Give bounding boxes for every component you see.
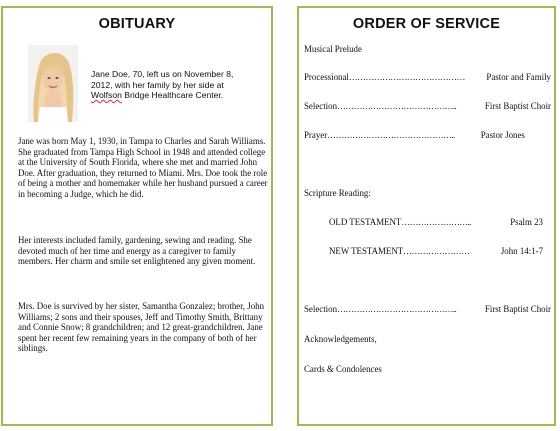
new-testament-row [329,246,543,256]
old-testament-row [329,217,543,227]
service-heading: ORDER OF SERVICE [352,16,501,32]
prayer-label: Prayer [304,130,328,140]
selection-1-value: First Baptist Choir [484,101,551,111]
processional-label: Processional [304,72,349,82]
intro-line-3-rest: Bridge Healthcare Center. [121,90,224,101]
obituary-intro [91,69,266,101]
obituary-heading: OBITUARY [98,16,176,32]
old-testament-value: Psalm 23 [510,217,543,227]
obituary-paragraph-1: Jane was born May 1, 1930, in Tampa to Charles and Sarah Williams. She graduated from Tampa High School in 1948 and attended college at the University of South Florida, where she met and married John Doe. After graduation, they returned to Miami. Mrs. Doe took the role of being a mother and homemaker while her husband pursued a career in becoming a Judge, which he did. [18,136,268,199]
old-testament-leader: …………………….. [401,217,471,227]
selection-2-value: First Baptist Choir [484,304,551,314]
obituary-paragraph-2: Her interests included family, gardening, sewing and reading. She devoted much of her time and energy as a caregiver to family members. Her charm and smile set enlightened any given moment. [18,235,256,267]
spellcheck-flagged-word: Wolfson [91,90,122,101]
old-testament-label: OLD TESTAMENT [329,217,402,227]
portrait-photo [28,45,78,122]
obituary-paragraph-3: Mrs. Doe is survived by her sister, Samantha Gonzalez; brother, John Williams; 2 sons and their spouses, Jeff and Timothy Smith, Brittany and Connie Snow; 8 grandchildren; and 12 great-grandchildren. Jane spent her recent few remaining years in the company of both of her siblings. [18,301,265,354]
selection-row-2 [304,304,551,314]
new-testament-label: NEW TESTAMENT [329,246,404,256]
processional-row [304,72,551,82]
intro-line-3 [91,90,266,101]
selection-1-leader: …………………………………….. [337,101,457,111]
obituary-panel [1,6,273,426]
scripture-reading-label: Scripture Reading: [304,188,371,198]
selection-1-label: Selection [304,101,338,111]
prayer-value: Pastor Jones [480,130,525,140]
selection-2-label: Selection [304,304,338,314]
processional-leader: …………………………………… [348,72,465,82]
cards-and-condolences: Cards & Condolences [304,364,382,374]
intro-line-1: Jane Doe, 70, left us on November 8, [91,69,234,79]
new-testament-value: John 14:1-7 [500,246,543,256]
processional-value: Pastor and Family [486,72,551,82]
new-testament-leader: …………………… [403,246,470,256]
prayer-leader: ……………………………………….. [327,130,455,140]
intro-line-2: 2012, with her family by her side at [91,79,224,90]
selection-row-1 [304,101,551,111]
prayer-row [304,130,551,140]
order-of-service-panel [297,6,556,426]
musical-prelude: Musical Prelude [304,44,362,54]
selection-2-leader: …………………………………….. [337,304,457,314]
acknowledgements: Acknowledgements, [304,334,377,344]
